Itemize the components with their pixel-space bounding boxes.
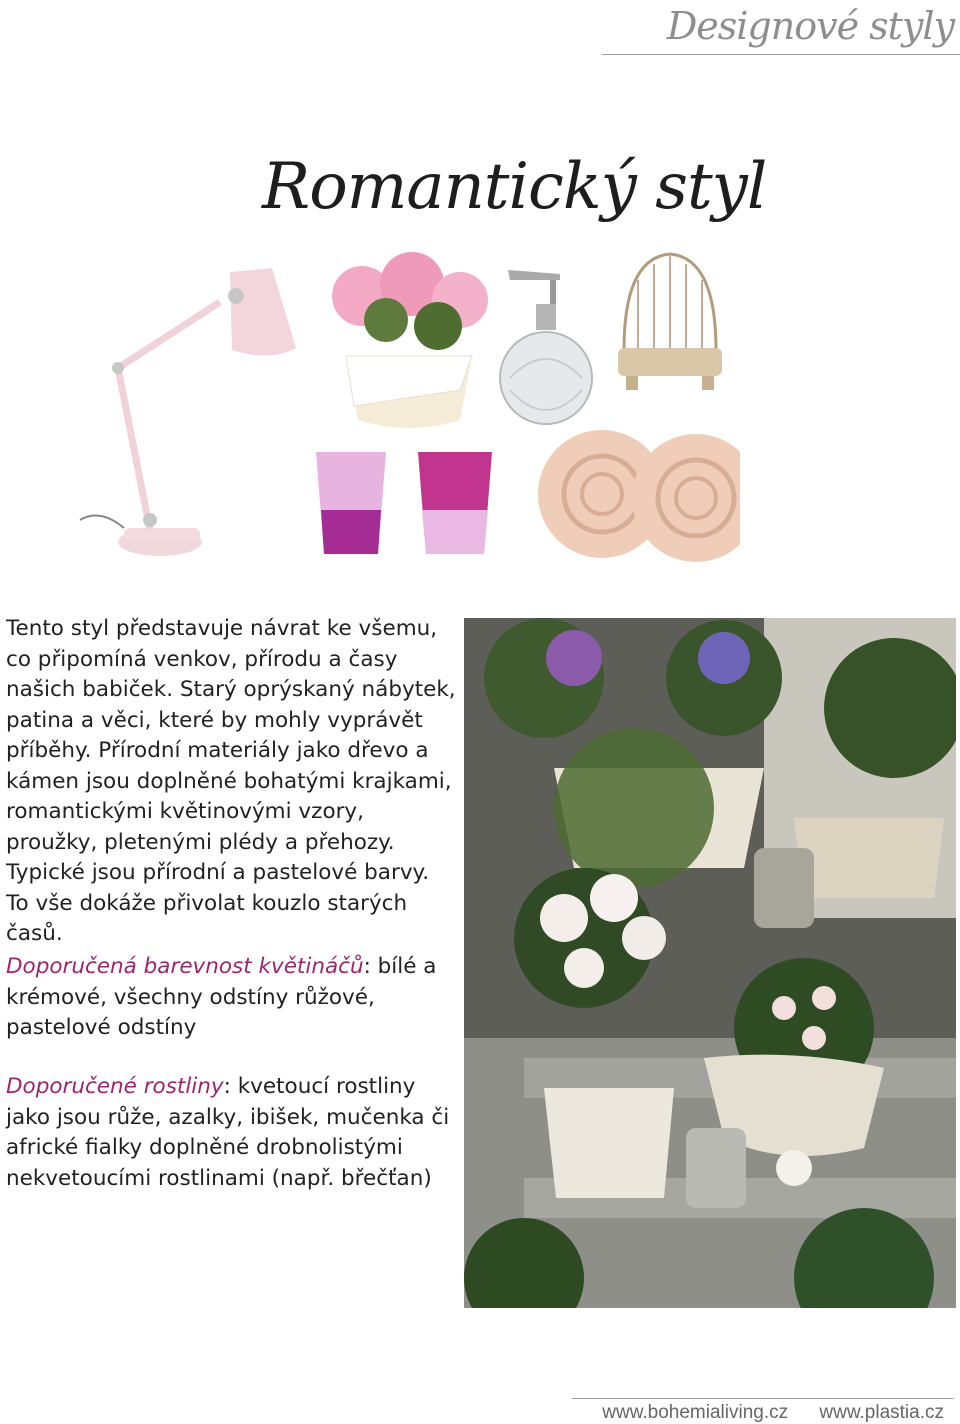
product-collage	[40, 240, 740, 580]
footer-link-bohemialiving[interactable]: www.bohemialiving.cz	[602, 1402, 789, 1423]
recommended-plants-label: Doporučené rostliny	[6, 1074, 224, 1099]
recommended-colors-label: Doporučená barevnost květináčů	[6, 954, 364, 979]
desk-lamp-image	[80, 268, 296, 556]
recommended-colors-paragraph	[6, 952, 456, 1044]
pink-cups-image	[316, 452, 492, 554]
bird-cage-image	[618, 254, 722, 390]
mist-sprayer-image	[500, 270, 592, 424]
page-heading: Romantický styl	[262, 150, 767, 224]
azalea-pot-image	[332, 252, 488, 428]
section-title: Designové styly	[666, 4, 954, 48]
flower-pots-photo	[464, 618, 956, 1308]
footer-divider	[572, 1398, 954, 1399]
header-divider	[602, 54, 960, 55]
intro-paragraph: Tento styl představuje návrat ke všemu, co připomíná venkov, přírodu a časy našich babiček. Starý oprýskaný nábytek, patina a věci, které by mohly vyprávět příběhy. Přírodní materiály jako dřevo a kámen jsou doplněné bohatými krajkami, romantickými květinovými vzory, proužky, pletenými plédy a přehozy. Typické jsou přírodní a pastelové barvy. To vše dokáže přivolat kouzlo starých časů.	[6, 616, 456, 946]
recommended-plants-paragraph	[6, 1072, 456, 1194]
footer-link-plastia[interactable]: www.plastia.cz	[819, 1402, 944, 1423]
recommended-colors-text: : bílé a krémové, všechny odstíny růžové, pastelové odstíny	[6, 954, 437, 1040]
footer	[602, 1402, 944, 1424]
rose-cushions-image	[538, 430, 740, 562]
recommended-plants-text: : kvetoucí rostliny jako jsou růže, azalky, ibišek, mučenka či africké fialky doplněné drobnolistými nekvetoucími rostlinami (např. břečťan)	[6, 1074, 450, 1191]
